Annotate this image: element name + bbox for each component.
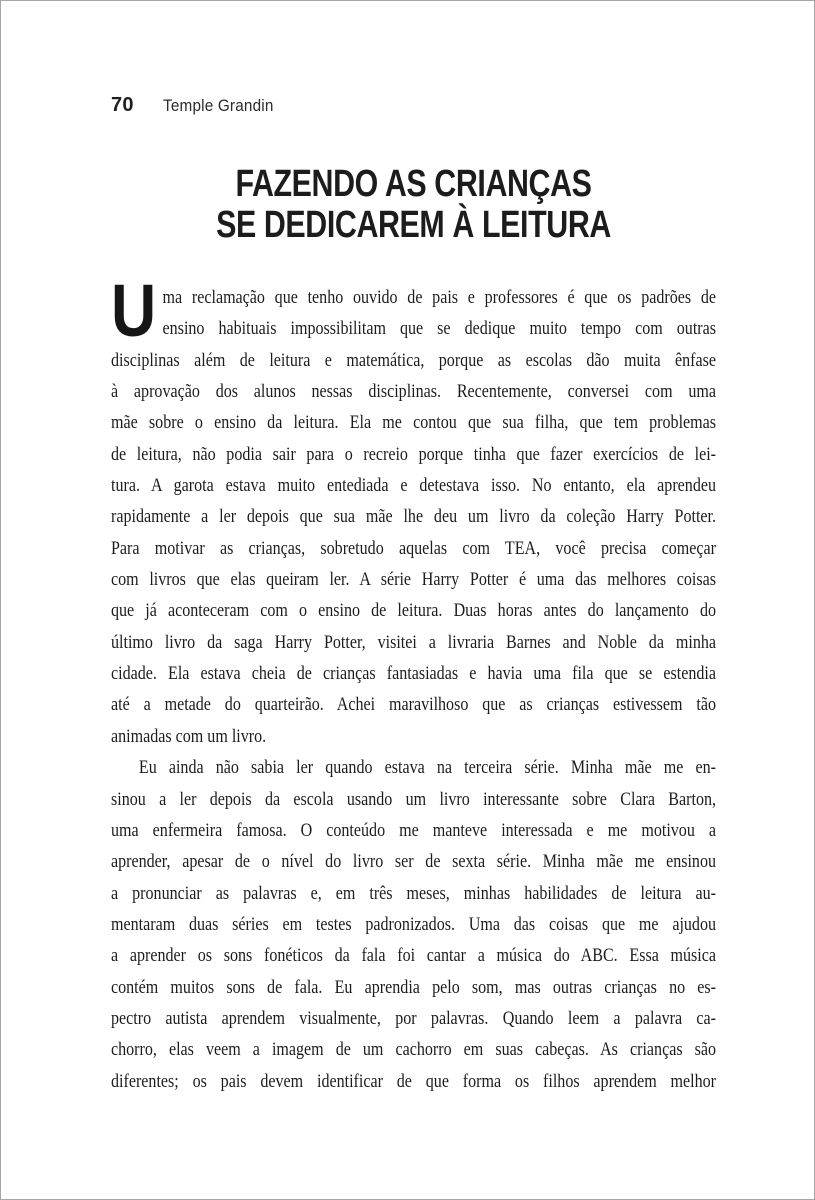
text-line: até a metade do quarteirão. Achei maravilhoso que as crianças estivessem tão (111, 694, 717, 716)
text-line: tura. A garota estava muito entediada e detestava isso. No entanto, ela aprendeu (111, 475, 717, 497)
drop-cap: U (111, 269, 157, 352)
text-line: animadas com um livro. (111, 725, 267, 747)
text-line: sinou a ler depois da escola usando um livro interessante sobre Clara Barton, (111, 788, 717, 810)
text-line: rapidamente a ler depois que sua mãe lhe deu um livro da coleção Harry Potter. (111, 506, 717, 528)
paragraph (111, 269, 717, 752)
text-line: ma reclamação que tenho ouvido de pais e professores é que os padrões de (162, 287, 717, 308)
page-number: 70 (111, 94, 134, 116)
text-line: à aprovação dos alunos nessas disciplinas. Recentemente, conversei com uma (111, 381, 717, 403)
text-line: último livro da saga Harry Potter, visitei a livraria Barnes and Noble da minha (111, 631, 717, 653)
book-author: Temple Grandin (162, 96, 274, 115)
text-line: chorro, elas veem a imagem de um cachorro em suas cabeças. As crianças são (111, 1039, 717, 1061)
text-line: Para motivar as crianças, sobretudo aquelas com TEA, você precisa começar (111, 537, 717, 559)
text-line: ensino habituais impossibilitam que se dedique muito tempo com outras (162, 318, 717, 340)
text-line: contém muitos sons de fala. Eu aprendia pelo som, mas outras crianças no es- (111, 976, 717, 998)
text-line: diferentes; os pais devem identificar de que forma os filhos aprendem melhor (111, 1070, 717, 1092)
text-line: disciplinas além de leitura e matemática, porque as escolas dão muita ênfase (111, 349, 717, 371)
text-line: a pronunciar as palavras e, em três meses, minhas habilidades de leitura au- (111, 882, 717, 904)
text-line: mãe sobre o ensino da leitura. Ela me contou que sua filha, que tem problemas (111, 412, 717, 434)
text-line: pectro autista aprendem visualmente, por palavras. Quando leem a palavra ca- (111, 1007, 717, 1029)
text-line: a aprender os sons fonéticos da fala foi cantar a música do ABC. Essa música (111, 945, 717, 967)
text-line: Eu ainda não sabia ler quando estava na terceira série. Minha mãe me en- (138, 757, 717, 779)
paragraph (111, 752, 716, 1097)
text-line: aprender, apesar de o nível do livro ser de sexta série. Minha mãe me ensinou (111, 851, 717, 873)
text-line: uma enfermeira famosa. O conteúdo me manteve interessada e me motivou a (111, 819, 717, 841)
text-line: mentaram duas séries em testes padronizados. Uma das coisas que me ajudou (111, 913, 717, 935)
text-line: com livros que elas queiram ler. A série Harry Potter é uma das melhores coisas (111, 569, 717, 591)
text-line: de leitura, não podia sair para o recreio porque tinha que fazer exercícios de lei- (111, 443, 717, 465)
running-header (111, 94, 286, 117)
chapter-title-line-1: FAZENDO AS CRIANÇAS (235, 163, 592, 205)
body-text (111, 269, 717, 1097)
chapter-title (172, 164, 656, 246)
chapter-title-line-2: SE DEDICAREM À LEITURA (216, 204, 611, 246)
text-line: que já aconteceram com o ensino de leitura. Duas horas antes do lançamento do (111, 600, 717, 622)
text-line: cidade. Ela estava cheia de crianças fantasiadas e havia uma fila que se estendia (111, 663, 717, 685)
